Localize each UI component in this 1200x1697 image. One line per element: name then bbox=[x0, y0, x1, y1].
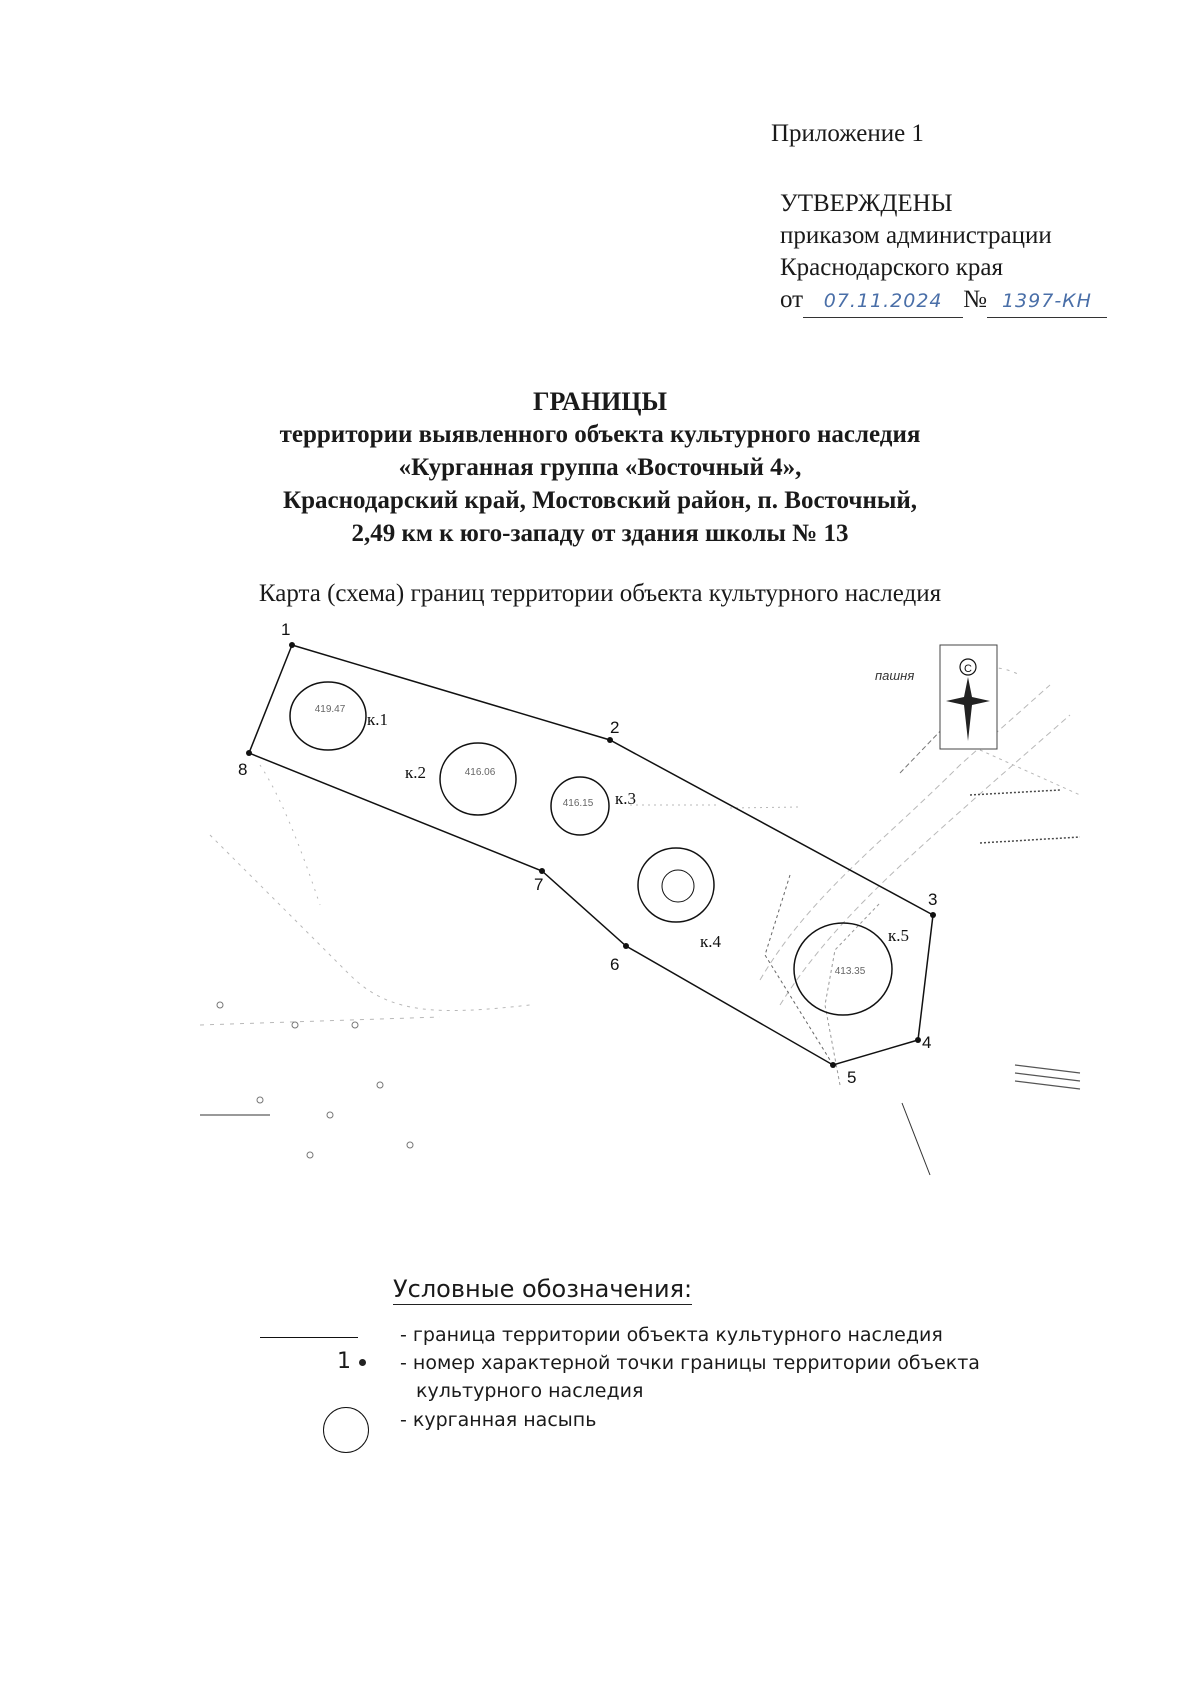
heritage-boundary bbox=[249, 645, 933, 1065]
mound-2-label: к.2 bbox=[405, 763, 427, 782]
point-1-number: 1 bbox=[281, 620, 291, 639]
legend-title: Условные обозначения: bbox=[393, 1275, 693, 1303]
map-subtitle: Карта (схема) границ территории объекта культурного наследия bbox=[258, 580, 942, 607]
tree-symbols bbox=[217, 1002, 413, 1158]
mound-1-elevation: 419.47 bbox=[314, 704, 346, 715]
vegetation-line bbox=[825, 903, 880, 1085]
legend-boundary-symbol bbox=[260, 1337, 358, 1338]
title-line-3: Краснодарский край, Мостовский район, п. Восточный, bbox=[282, 487, 918, 514]
legend-point-text-2: культурного наследия bbox=[416, 1380, 644, 1402]
point-3-number: 3 bbox=[928, 890, 938, 909]
number-sign: № bbox=[963, 286, 987, 313]
order-line: приказом администрации bbox=[780, 222, 1052, 249]
legend-point-text-1: - номер характерной точки границы территории объекта bbox=[400, 1352, 980, 1374]
title-main: ГРАНИЦЫ bbox=[532, 387, 668, 416]
approved-heading: УТВЕРЖДЕНЫ bbox=[780, 190, 953, 217]
point-7-number: 7 bbox=[534, 875, 544, 894]
point-6-number: 6 bbox=[610, 955, 620, 974]
mound-4-inner bbox=[662, 870, 694, 902]
point-4-number: 4 bbox=[922, 1033, 932, 1052]
document-title bbox=[0, 385, 1200, 550]
point-2-number: 2 bbox=[610, 718, 620, 737]
region-line: Краснодарского края bbox=[780, 254, 1003, 281]
point-5-number: 5 bbox=[847, 1068, 857, 1087]
legend-mound-symbol bbox=[323, 1407, 369, 1453]
road-lines bbox=[1015, 1065, 1080, 1089]
mound-3-label: к.3 bbox=[615, 789, 637, 808]
mound-1-label: к.1 bbox=[367, 710, 389, 729]
title-line-1: территории выявленного объекта культурного наследия bbox=[279, 421, 921, 448]
mound-1 bbox=[290, 682, 366, 750]
appendix-label: Приложение 1 bbox=[771, 120, 924, 147]
mound-4-label: к.4 bbox=[700, 932, 722, 951]
compass-letter: С bbox=[964, 663, 972, 675]
title-line-4: 2,49 км к юго-западу от здания школы № 13 bbox=[351, 520, 849, 547]
mound-labels bbox=[367, 710, 909, 951]
hatching-lines bbox=[970, 790, 1080, 843]
field-label: пашня bbox=[875, 668, 915, 683]
date-prefix: от bbox=[780, 286, 804, 313]
mound-elevations bbox=[315, 704, 866, 977]
boundary-map bbox=[200, 620, 1100, 1235]
boundary-points bbox=[246, 642, 936, 1068]
point-8-number: 8 bbox=[238, 760, 248, 779]
title-line-2: «Курганная группа «Восточный 4», bbox=[398, 454, 802, 481]
mound-2-elevation: 416.06 bbox=[464, 767, 496, 778]
mound-2 bbox=[440, 743, 516, 815]
mound-4 bbox=[638, 848, 714, 922]
legend-mound-text: - курганная насыпь bbox=[400, 1409, 597, 1431]
legend-boundary-text: - граница территории объекта культурного наследия bbox=[400, 1324, 943, 1346]
approval-block bbox=[780, 188, 1107, 318]
track-extension bbox=[902, 1103, 930, 1175]
mounds bbox=[290, 682, 892, 1015]
legend-point-number: 1 bbox=[337, 1349, 351, 1374]
mound-3-elevation: 416.15 bbox=[562, 798, 594, 809]
handwritten-number: 1397-КН bbox=[987, 285, 1107, 318]
north-arrow-icon bbox=[940, 645, 997, 749]
mound-5-label: к.5 bbox=[888, 926, 910, 945]
handwritten-date: 07.11.2024 bbox=[803, 285, 963, 318]
date-number-line bbox=[780, 284, 1107, 318]
legend-point-dot bbox=[359, 1359, 366, 1366]
point-numbers bbox=[238, 620, 937, 1087]
mound-5-elevation: 413.35 bbox=[834, 966, 866, 977]
